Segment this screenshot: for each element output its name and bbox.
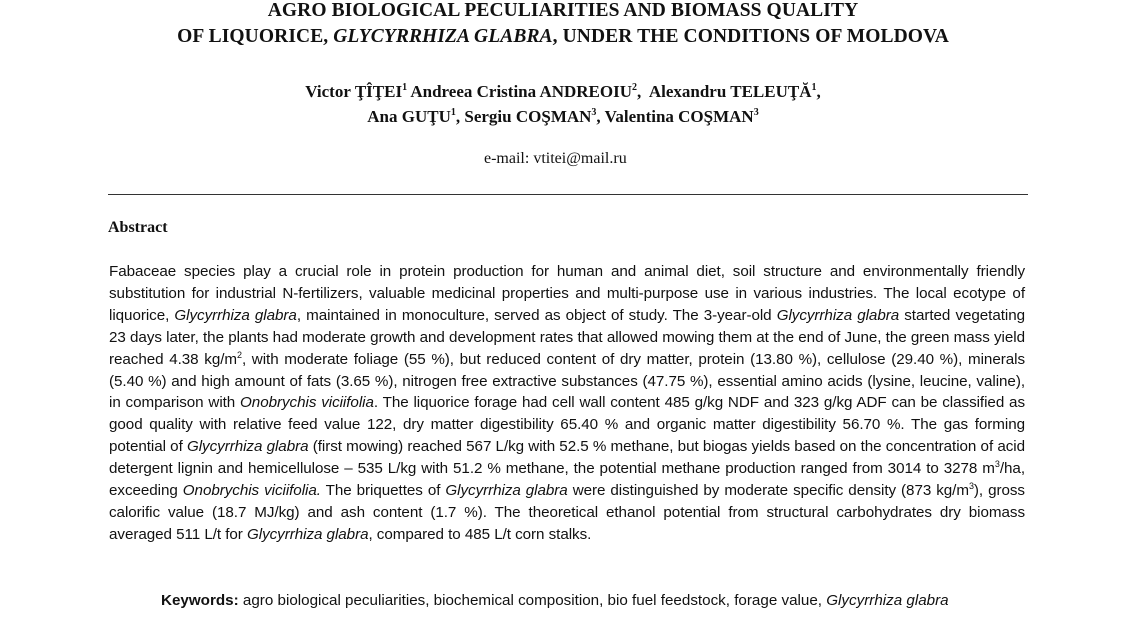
author-affiliation: 1 [450, 107, 456, 118]
abstract-text: . The liquorice forage had cell wall content 485 g/kg NDF and 323 g/kg ADF can be classified as good quality with relative feed value 122, dry matter digestibility 65.40 % and organic matter digestibility 56.70 %. The gas forming potential of [109, 394, 1025, 456]
author-name: Victor ŢÎŢEI [305, 82, 403, 101]
author-affiliation: 3 [591, 107, 597, 118]
keywords-label: Keywords: [161, 592, 239, 609]
author-name: Valentina COŞMAN [604, 107, 754, 126]
author-affiliation: 1 [811, 82, 817, 93]
author-name: Ana GUŢU [367, 107, 451, 126]
abstract-text: started vegetating 23 days later, the plants had moderate growth and development rates that allowed mowing them at the end of June, the green mass yield reached 4.38 kg/m [109, 306, 1026, 368]
superscript: 3 [994, 459, 1000, 470]
author-name: Alexandru TELEUŢĂ [648, 82, 812, 101]
author-affiliation: 3 [753, 107, 759, 118]
author-affiliation: 2 [632, 82, 638, 93]
author-name: Sergiu COŞMAN [464, 107, 592, 126]
abstract-heading: Abstract [108, 219, 168, 236]
contact-email: e-mail: vtitei@mail.ru [484, 150, 627, 167]
section-divider [108, 194, 1028, 195]
author-name: Andreea Cristina ANDREOIU [410, 82, 633, 101]
superscript: 2 [236, 349, 242, 360]
abstract-text: (first mowing) reached 567 L/kg with 52.5 % methane, but biogas yields based on the concentration of acid detergent lignin and hemicellulose – 535 L/kg with 51.2 % methane, the potential methane production ranged from 3014 to 3278 m [109, 438, 1025, 478]
species-name: Glycyrrhiza glabra [776, 306, 900, 324]
title-line-2 [0, 24, 1126, 50]
abstract-text: were distinguished by moderate specific density (873 kg/m [567, 482, 969, 500]
species-name: Glycyrrhiza glabra [186, 438, 309, 456]
superscript: 3 [968, 481, 974, 492]
keywords-text: agro biological peculiarities, biochemical composition, bio fuel feedstock, forage value, [238, 592, 827, 609]
abstract-text: Fabaceae species play a crucial role in protein production for human and animal diet, soil structure and environmentally friendly substitution for industrial N-fertilizers, valuable medicinal properties and multi-purpose use in various industries. The local ecotype of liquorice, [109, 263, 1025, 324]
abstract-text: , with moderate foliage (55 %), but reduced content of dry matter, protein (13.80 %), cellulose (29.40 %), minerals (5.40 %) and high amount of fats (3.65 %), nitrogen free extractive substances (47.75 %), essential amino acids (lysine, leucine, valine), in comparison with [109, 350, 1025, 412]
title-line-1: AGRO BIOLOGICAL PECULIARITIES AND BIOMASS QUALITY [267, 0, 859, 21]
author-line-2: Ana GUŢU$^1$, Sergiu COŞMAN$^3$, Valentina COŞMAN$^3$ [367, 107, 759, 126]
species-name: Glycyrrhiza glabra [174, 306, 297, 324]
title-line-2-start: OF LIQUORICE, [177, 26, 334, 47]
species-name: Glycyrrhiza glabra [246, 525, 369, 543]
species-name: Glycyrrhiza glabra [445, 482, 568, 500]
keywords-paragraph [109, 590, 1031, 612]
title-species-name: GLYCYRRHIZA GLABRA [333, 26, 553, 47]
title-line-2-end: , UNDER THE CONDITIONS OF MOLDOVA [552, 26, 949, 47]
abstract-text: , maintained in monoculture, served as object of study. The 3-year-old [296, 306, 777, 324]
author-list [0, 79, 1126, 129]
abstract-text: , compared to 485 L/t corn stalks. [368, 525, 592, 543]
abstract-text: ), gross calorific value (18.7 MJ/kg) and ash content (1.7 %). The theoretical ethanol potential from structural carbohydrates dry biomass averaged 511 L/t for [109, 482, 1025, 543]
abstract-text: The briquettes of [320, 482, 446, 500]
paper-title [0, 0, 1126, 50]
author-line-1: Victor ŢÎŢEI$^1$ Andreea Cristina ANDREOIU$^2$, Alexandru TELEUŢĂ$^1$, [305, 82, 821, 101]
abstract-text: /ha, exceeding [109, 460, 1025, 500]
species-name: Glycyrrhiza glabra [826, 592, 949, 609]
species-name: Onobrychis viciifolia [240, 394, 374, 412]
abstract-paragraph [109, 261, 1025, 546]
author-affiliation: 1 [402, 82, 408, 93]
species-name: Onobrychis viciifolia. [182, 482, 321, 500]
